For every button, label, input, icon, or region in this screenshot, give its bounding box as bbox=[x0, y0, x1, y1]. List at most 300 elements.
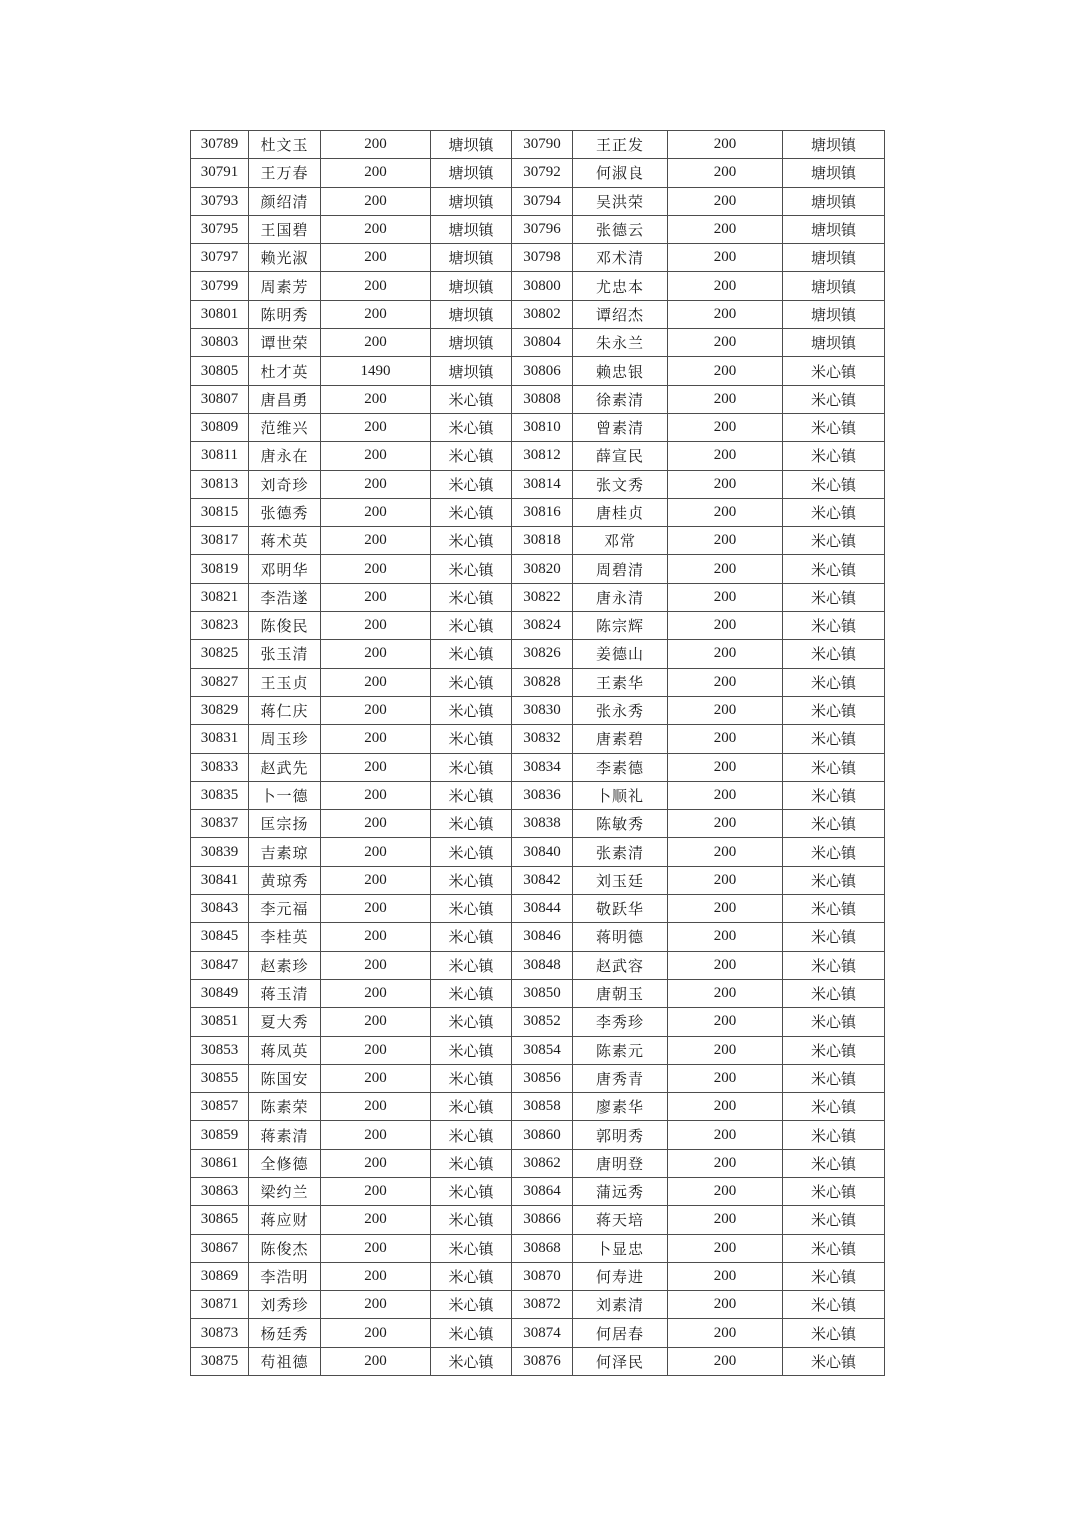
town-cell: 米心镇 bbox=[431, 612, 512, 640]
table-row bbox=[191, 329, 885, 357]
name-cell: 陈俊民 bbox=[249, 612, 321, 640]
amount-cell: 200 bbox=[668, 1093, 783, 1121]
id-cell: 30863 bbox=[191, 1177, 249, 1205]
amount-cell: 200 bbox=[321, 300, 431, 328]
id-cell: 30858 bbox=[512, 1093, 573, 1121]
amount-cell: 200 bbox=[668, 979, 783, 1007]
town-cell: 米心镇 bbox=[431, 583, 512, 611]
id-cell: 30794 bbox=[512, 187, 573, 215]
amount-cell: 200 bbox=[668, 640, 783, 668]
amount-cell: 200 bbox=[321, 1234, 431, 1262]
amount-cell: 200 bbox=[321, 272, 431, 300]
name-cell: 吉素琼 bbox=[249, 838, 321, 866]
name-cell: 邓常 bbox=[573, 527, 668, 555]
id-cell: 30842 bbox=[512, 866, 573, 894]
name-cell: 薛宣民 bbox=[573, 442, 668, 470]
id-cell: 30828 bbox=[512, 668, 573, 696]
table-row bbox=[191, 527, 885, 555]
name-cell: 蒋凤英 bbox=[249, 1036, 321, 1064]
table-row bbox=[191, 1008, 885, 1036]
id-cell: 30818 bbox=[512, 527, 573, 555]
town-cell: 塘坝镇 bbox=[431, 300, 512, 328]
amount-cell: 200 bbox=[321, 413, 431, 441]
id-cell: 30835 bbox=[191, 781, 249, 809]
name-cell: 唐秀青 bbox=[573, 1064, 668, 1092]
amount-cell: 200 bbox=[668, 753, 783, 781]
id-cell: 30848 bbox=[512, 951, 573, 979]
name-cell: 蒋术英 bbox=[249, 527, 321, 555]
name-cell: 朱永兰 bbox=[573, 329, 668, 357]
id-cell: 30869 bbox=[191, 1262, 249, 1290]
town-cell: 米心镇 bbox=[783, 923, 885, 951]
town-cell: 米心镇 bbox=[783, 979, 885, 1007]
table-row bbox=[191, 895, 885, 923]
id-cell: 30823 bbox=[191, 612, 249, 640]
name-cell: 全修德 bbox=[249, 1149, 321, 1177]
town-cell: 米心镇 bbox=[431, 1036, 512, 1064]
town-cell: 塘坝镇 bbox=[783, 244, 885, 272]
table-row bbox=[191, 1347, 885, 1375]
town-cell: 米心镇 bbox=[783, 357, 885, 385]
name-cell: 蒋仁庆 bbox=[249, 696, 321, 724]
id-cell: 30856 bbox=[512, 1064, 573, 1092]
name-cell: 卜一德 bbox=[249, 781, 321, 809]
name-cell: 杜文玉 bbox=[249, 131, 321, 159]
town-cell: 米心镇 bbox=[431, 753, 512, 781]
amount-cell: 200 bbox=[321, 555, 431, 583]
name-cell: 夏大秀 bbox=[249, 1008, 321, 1036]
town-cell: 米心镇 bbox=[783, 1291, 885, 1319]
name-cell: 谭绍杰 bbox=[573, 300, 668, 328]
name-cell: 李浩明 bbox=[249, 1262, 321, 1290]
town-cell: 米心镇 bbox=[431, 1206, 512, 1234]
town-cell: 米心镇 bbox=[431, 1262, 512, 1290]
id-cell: 30803 bbox=[191, 329, 249, 357]
town-cell: 米心镇 bbox=[783, 1319, 885, 1347]
table-row bbox=[191, 838, 885, 866]
town-cell: 米心镇 bbox=[783, 895, 885, 923]
name-cell: 李元福 bbox=[249, 895, 321, 923]
town-cell: 米心镇 bbox=[783, 1093, 885, 1121]
table-row bbox=[191, 1291, 885, 1319]
town-cell: 米心镇 bbox=[431, 951, 512, 979]
town-cell: 米心镇 bbox=[783, 696, 885, 724]
name-cell: 蒋天培 bbox=[573, 1206, 668, 1234]
amount-cell: 200 bbox=[321, 696, 431, 724]
id-cell: 30854 bbox=[512, 1036, 573, 1064]
amount-cell: 200 bbox=[668, 1291, 783, 1319]
name-cell: 颜绍清 bbox=[249, 187, 321, 215]
name-cell: 徐素清 bbox=[573, 385, 668, 413]
id-cell: 30846 bbox=[512, 923, 573, 951]
id-cell: 30797 bbox=[191, 244, 249, 272]
amount-cell: 200 bbox=[668, 923, 783, 951]
town-cell: 米心镇 bbox=[431, 810, 512, 838]
name-cell: 唐永清 bbox=[573, 583, 668, 611]
amount-cell: 200 bbox=[668, 696, 783, 724]
name-cell: 尤忠本 bbox=[573, 272, 668, 300]
amount-cell: 200 bbox=[668, 781, 783, 809]
name-cell: 郭明秀 bbox=[573, 1121, 668, 1149]
name-cell: 蒋素清 bbox=[249, 1121, 321, 1149]
id-cell: 30826 bbox=[512, 640, 573, 668]
id-cell: 30800 bbox=[512, 272, 573, 300]
town-cell: 塘坝镇 bbox=[783, 215, 885, 243]
name-cell: 何淑良 bbox=[573, 159, 668, 187]
id-cell: 30821 bbox=[191, 583, 249, 611]
table-row bbox=[191, 979, 885, 1007]
name-cell: 刘素清 bbox=[573, 1291, 668, 1319]
id-cell: 30866 bbox=[512, 1206, 573, 1234]
name-cell: 何寿进 bbox=[573, 1262, 668, 1290]
id-cell: 30807 bbox=[191, 385, 249, 413]
id-cell: 30867 bbox=[191, 1234, 249, 1262]
payment-list-table bbox=[190, 130, 885, 1376]
id-cell: 30831 bbox=[191, 725, 249, 753]
name-cell: 张德秀 bbox=[249, 498, 321, 526]
town-cell: 米心镇 bbox=[783, 583, 885, 611]
town-cell: 米心镇 bbox=[431, 781, 512, 809]
amount-cell: 200 bbox=[321, 923, 431, 951]
town-cell: 米心镇 bbox=[783, 527, 885, 555]
id-cell: 30832 bbox=[512, 725, 573, 753]
name-cell: 刘奇珍 bbox=[249, 470, 321, 498]
town-cell: 米心镇 bbox=[783, 753, 885, 781]
id-cell: 30875 bbox=[191, 1347, 249, 1375]
town-cell: 塘坝镇 bbox=[431, 244, 512, 272]
amount-cell: 200 bbox=[321, 1262, 431, 1290]
amount-cell: 200 bbox=[668, 1234, 783, 1262]
id-cell: 30793 bbox=[191, 187, 249, 215]
town-cell: 米心镇 bbox=[783, 470, 885, 498]
name-cell: 刘玉廷 bbox=[573, 866, 668, 894]
table-row bbox=[191, 781, 885, 809]
id-cell: 30876 bbox=[512, 1347, 573, 1375]
id-cell: 30825 bbox=[191, 640, 249, 668]
name-cell: 李浩遂 bbox=[249, 583, 321, 611]
amount-cell: 200 bbox=[321, 668, 431, 696]
id-cell: 30820 bbox=[512, 555, 573, 583]
table-row bbox=[191, 866, 885, 894]
amount-cell: 200 bbox=[668, 413, 783, 441]
table-row bbox=[191, 555, 885, 583]
id-cell: 30865 bbox=[191, 1206, 249, 1234]
name-cell: 蒋应财 bbox=[249, 1206, 321, 1234]
id-cell: 30809 bbox=[191, 413, 249, 441]
table-row bbox=[191, 357, 885, 385]
amount-cell: 200 bbox=[321, 838, 431, 866]
name-cell: 张永秀 bbox=[573, 696, 668, 724]
town-cell: 米心镇 bbox=[431, 725, 512, 753]
town-cell: 米心镇 bbox=[431, 1093, 512, 1121]
id-cell: 30811 bbox=[191, 442, 249, 470]
town-cell: 米心镇 bbox=[783, 1064, 885, 1092]
table-row bbox=[191, 131, 885, 159]
id-cell: 30824 bbox=[512, 612, 573, 640]
table-row bbox=[191, 696, 885, 724]
town-cell: 米心镇 bbox=[783, 1262, 885, 1290]
name-cell: 黄琼秀 bbox=[249, 866, 321, 894]
town-cell: 米心镇 bbox=[431, 895, 512, 923]
table-row bbox=[191, 951, 885, 979]
name-cell: 赖忠银 bbox=[573, 357, 668, 385]
town-cell: 米心镇 bbox=[431, 866, 512, 894]
amount-cell: 200 bbox=[668, 1149, 783, 1177]
amount-cell: 200 bbox=[321, 753, 431, 781]
table-row bbox=[191, 725, 885, 753]
town-cell: 米心镇 bbox=[783, 1206, 885, 1234]
town-cell: 米心镇 bbox=[431, 498, 512, 526]
town-cell: 塘坝镇 bbox=[783, 272, 885, 300]
town-cell: 米心镇 bbox=[783, 1177, 885, 1205]
amount-cell: 200 bbox=[668, 1347, 783, 1375]
id-cell: 30852 bbox=[512, 1008, 573, 1036]
amount-cell: 200 bbox=[668, 357, 783, 385]
town-cell: 米心镇 bbox=[431, 442, 512, 470]
town-cell: 米心镇 bbox=[431, 385, 512, 413]
town-cell: 米心镇 bbox=[783, 866, 885, 894]
amount-cell: 200 bbox=[668, 1262, 783, 1290]
id-cell: 30834 bbox=[512, 753, 573, 781]
amount-cell: 200 bbox=[668, 866, 783, 894]
amount-cell: 200 bbox=[321, 1008, 431, 1036]
town-cell: 塘坝镇 bbox=[431, 131, 512, 159]
table-row bbox=[191, 810, 885, 838]
amount-cell: 200 bbox=[321, 1149, 431, 1177]
name-cell: 周碧清 bbox=[573, 555, 668, 583]
town-cell: 米心镇 bbox=[783, 612, 885, 640]
amount-cell: 200 bbox=[321, 1319, 431, 1347]
amount-cell: 200 bbox=[321, 1347, 431, 1375]
town-cell: 米心镇 bbox=[431, 640, 512, 668]
town-cell: 米心镇 bbox=[783, 951, 885, 979]
name-cell: 张素清 bbox=[573, 838, 668, 866]
id-cell: 30841 bbox=[191, 866, 249, 894]
table-row bbox=[191, 1121, 885, 1149]
name-cell: 陈俊杰 bbox=[249, 1234, 321, 1262]
amount-cell: 200 bbox=[668, 442, 783, 470]
id-cell: 30870 bbox=[512, 1262, 573, 1290]
name-cell: 陈国安 bbox=[249, 1064, 321, 1092]
id-cell: 30798 bbox=[512, 244, 573, 272]
name-cell: 李秀珍 bbox=[573, 1008, 668, 1036]
amount-cell: 200 bbox=[668, 583, 783, 611]
id-cell: 30789 bbox=[191, 131, 249, 159]
name-cell: 杜才英 bbox=[249, 357, 321, 385]
town-cell: 米心镇 bbox=[431, 1177, 512, 1205]
id-cell: 30817 bbox=[191, 527, 249, 555]
amount-cell: 200 bbox=[668, 498, 783, 526]
id-cell: 30808 bbox=[512, 385, 573, 413]
town-cell: 塘坝镇 bbox=[431, 187, 512, 215]
name-cell: 范维兴 bbox=[249, 413, 321, 441]
town-cell: 米心镇 bbox=[783, 555, 885, 583]
amount-cell: 200 bbox=[321, 1064, 431, 1092]
name-cell: 陈敏秀 bbox=[573, 810, 668, 838]
town-cell: 塘坝镇 bbox=[431, 215, 512, 243]
name-cell: 何居春 bbox=[573, 1319, 668, 1347]
amount-cell: 200 bbox=[668, 272, 783, 300]
town-cell: 米心镇 bbox=[431, 1347, 512, 1375]
name-cell: 谭世荣 bbox=[249, 329, 321, 357]
id-cell: 30836 bbox=[512, 781, 573, 809]
name-cell: 王正发 bbox=[573, 131, 668, 159]
amount-cell: 200 bbox=[668, 555, 783, 583]
amount-cell: 200 bbox=[668, 470, 783, 498]
name-cell: 李素德 bbox=[573, 753, 668, 781]
town-cell: 米心镇 bbox=[431, 1234, 512, 1262]
amount-cell: 200 bbox=[321, 159, 431, 187]
id-cell: 30810 bbox=[512, 413, 573, 441]
amount-cell: 200 bbox=[321, 810, 431, 838]
town-cell: 米心镇 bbox=[783, 413, 885, 441]
town-cell: 塘坝镇 bbox=[783, 300, 885, 328]
town-cell: 塘坝镇 bbox=[783, 131, 885, 159]
town-cell: 米心镇 bbox=[783, 810, 885, 838]
table-row bbox=[191, 612, 885, 640]
name-cell: 赖光淑 bbox=[249, 244, 321, 272]
town-cell: 米心镇 bbox=[783, 498, 885, 526]
amount-cell: 200 bbox=[668, 244, 783, 272]
amount-cell: 200 bbox=[321, 244, 431, 272]
town-cell: 米心镇 bbox=[431, 1149, 512, 1177]
name-cell: 何泽民 bbox=[573, 1347, 668, 1375]
name-cell: 赵武先 bbox=[249, 753, 321, 781]
town-cell: 米心镇 bbox=[783, 1121, 885, 1149]
table-row bbox=[191, 470, 885, 498]
amount-cell: 200 bbox=[321, 781, 431, 809]
table-row bbox=[191, 668, 885, 696]
name-cell: 唐昌勇 bbox=[249, 385, 321, 413]
table-row bbox=[191, 244, 885, 272]
town-cell: 米心镇 bbox=[431, 923, 512, 951]
id-cell: 30860 bbox=[512, 1121, 573, 1149]
name-cell: 姜德山 bbox=[573, 640, 668, 668]
id-cell: 30802 bbox=[512, 300, 573, 328]
id-cell: 30847 bbox=[191, 951, 249, 979]
id-cell: 30837 bbox=[191, 810, 249, 838]
id-cell: 30839 bbox=[191, 838, 249, 866]
id-cell: 30796 bbox=[512, 215, 573, 243]
name-cell: 王玉贞 bbox=[249, 668, 321, 696]
name-cell: 陈素元 bbox=[573, 1036, 668, 1064]
name-cell: 蒋玉清 bbox=[249, 979, 321, 1007]
name-cell: 陈明秀 bbox=[249, 300, 321, 328]
town-cell: 米心镇 bbox=[783, 1008, 885, 1036]
town-cell: 米心镇 bbox=[783, 640, 885, 668]
name-cell: 蒋明德 bbox=[573, 923, 668, 951]
amount-cell: 200 bbox=[668, 1319, 783, 1347]
id-cell: 30843 bbox=[191, 895, 249, 923]
table-row bbox=[191, 1149, 885, 1177]
town-cell: 米心镇 bbox=[783, 668, 885, 696]
name-cell: 李桂英 bbox=[249, 923, 321, 951]
table-row bbox=[191, 300, 885, 328]
town-cell: 米心镇 bbox=[783, 781, 885, 809]
name-cell: 邓明华 bbox=[249, 555, 321, 583]
table-row bbox=[191, 640, 885, 668]
town-cell: 塘坝镇 bbox=[431, 159, 512, 187]
id-cell: 30850 bbox=[512, 979, 573, 1007]
table-row bbox=[191, 1234, 885, 1262]
amount-cell: 1490 bbox=[321, 357, 431, 385]
id-cell: 30849 bbox=[191, 979, 249, 1007]
amount-cell: 200 bbox=[321, 612, 431, 640]
town-cell: 塘坝镇 bbox=[783, 329, 885, 357]
town-cell: 米心镇 bbox=[431, 527, 512, 555]
name-cell: 赵武容 bbox=[573, 951, 668, 979]
name-cell: 王素华 bbox=[573, 668, 668, 696]
name-cell: 曾素清 bbox=[573, 413, 668, 441]
amount-cell: 200 bbox=[321, 470, 431, 498]
id-cell: 30799 bbox=[191, 272, 249, 300]
id-cell: 30827 bbox=[191, 668, 249, 696]
id-cell: 30859 bbox=[191, 1121, 249, 1149]
id-cell: 30813 bbox=[191, 470, 249, 498]
amount-cell: 200 bbox=[668, 329, 783, 357]
table-row bbox=[191, 385, 885, 413]
town-cell: 米心镇 bbox=[431, 1291, 512, 1319]
amount-cell: 200 bbox=[668, 612, 783, 640]
table-row bbox=[191, 272, 885, 300]
amount-cell: 200 bbox=[321, 895, 431, 923]
amount-cell: 200 bbox=[321, 583, 431, 611]
id-cell: 30861 bbox=[191, 1149, 249, 1177]
name-cell: 张玉清 bbox=[249, 640, 321, 668]
name-cell: 卜顺礼 bbox=[573, 781, 668, 809]
name-cell: 唐素碧 bbox=[573, 725, 668, 753]
amount-cell: 200 bbox=[668, 1064, 783, 1092]
id-cell: 30804 bbox=[512, 329, 573, 357]
town-cell: 米心镇 bbox=[431, 838, 512, 866]
amount-cell: 200 bbox=[321, 498, 431, 526]
name-cell: 唐桂贞 bbox=[573, 498, 668, 526]
amount-cell: 200 bbox=[321, 385, 431, 413]
table-row bbox=[191, 1177, 885, 1205]
amount-cell: 200 bbox=[668, 1177, 783, 1205]
amount-cell: 200 bbox=[668, 1121, 783, 1149]
town-cell: 米心镇 bbox=[431, 555, 512, 583]
table-row bbox=[191, 187, 885, 215]
town-cell: 米心镇 bbox=[431, 413, 512, 441]
name-cell: 唐明登 bbox=[573, 1149, 668, 1177]
town-cell: 米心镇 bbox=[431, 1064, 512, 1092]
amount-cell: 200 bbox=[668, 215, 783, 243]
table-row bbox=[191, 1206, 885, 1234]
amount-cell: 200 bbox=[321, 1206, 431, 1234]
id-cell: 30819 bbox=[191, 555, 249, 583]
amount-cell: 200 bbox=[321, 1121, 431, 1149]
id-cell: 30872 bbox=[512, 1291, 573, 1319]
id-cell: 30814 bbox=[512, 470, 573, 498]
amount-cell: 200 bbox=[321, 866, 431, 894]
town-cell: 米心镇 bbox=[431, 1121, 512, 1149]
amount-cell: 200 bbox=[668, 300, 783, 328]
amount-cell: 200 bbox=[668, 527, 783, 555]
id-cell: 30791 bbox=[191, 159, 249, 187]
amount-cell: 200 bbox=[321, 1093, 431, 1121]
town-cell: 米心镇 bbox=[431, 470, 512, 498]
amount-cell: 200 bbox=[321, 1036, 431, 1064]
id-cell: 30805 bbox=[191, 357, 249, 385]
amount-cell: 200 bbox=[321, 640, 431, 668]
name-cell: 匡宗扬 bbox=[249, 810, 321, 838]
town-cell: 塘坝镇 bbox=[431, 272, 512, 300]
amount-cell: 200 bbox=[668, 951, 783, 979]
town-cell: 米心镇 bbox=[431, 979, 512, 1007]
id-cell: 30857 bbox=[191, 1093, 249, 1121]
amount-cell: 200 bbox=[668, 159, 783, 187]
